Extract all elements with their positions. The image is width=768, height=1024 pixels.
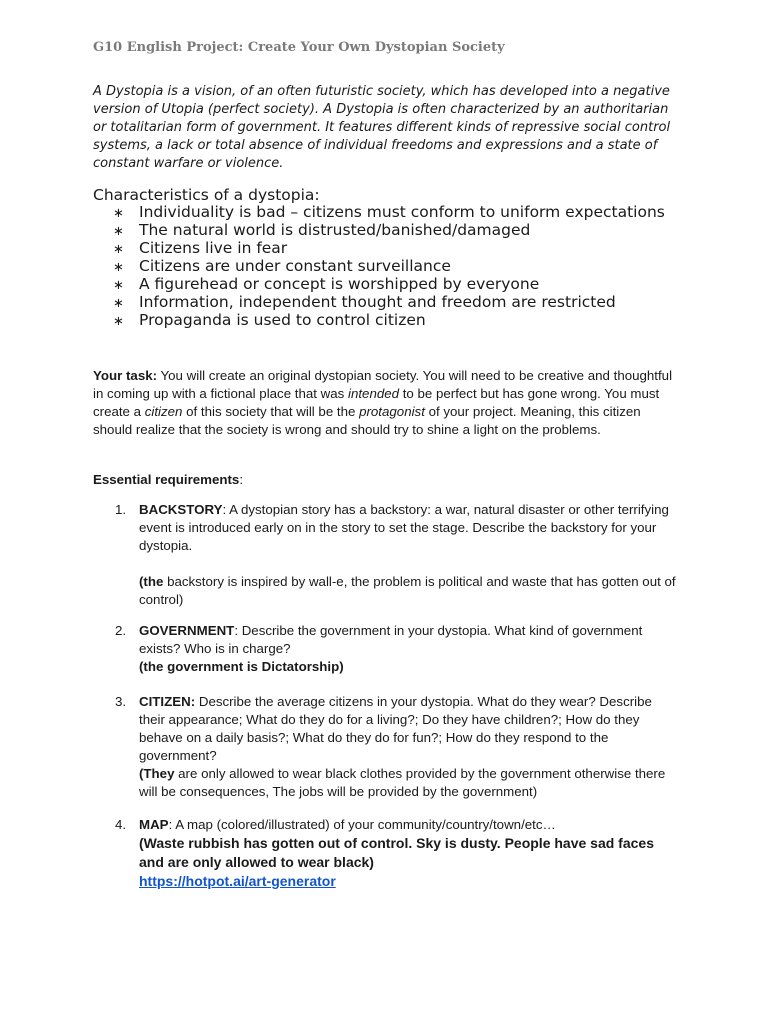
- essential-colon: :: [239, 472, 244, 487]
- list-item: [93, 222, 678, 240]
- asterisk-bullet-icon: ∗: [113, 314, 124, 329]
- requirement-text: Describe the average citizens in your dystopia. What do they wear? Describe their appearance; What do they do for a living?; Do they have children?; How do they behave on a daily basis?; What do they do for fun?; How do they respond to the government?: [139, 694, 652, 763]
- answer-text: are only allowed to wear black clothes provided by the government otherwise there will be consequences, The jobs will be provided by the government): [139, 766, 666, 799]
- characteristics-list: [93, 204, 678, 330]
- requirement-text: : A map (colored/illustrated) of your community/country/town/etc…: [168, 817, 556, 832]
- asterisk-bullet-icon: ∗: [113, 242, 124, 257]
- list-item: [93, 294, 678, 312]
- task-text: to be perfect but has gone wrong. You must create a: [93, 386, 660, 419]
- essential-requirements-heading: [93, 472, 678, 487]
- task-emphasis: intended: [348, 386, 400, 401]
- document-header: G10 English Project: Create Your Own Dystopian Society: [93, 40, 505, 55]
- task-label: Your task:: [93, 368, 158, 383]
- requirement-map: [93, 816, 678, 891]
- list-item: [93, 240, 678, 258]
- characteristics-section: [93, 187, 678, 330]
- task-text: of your project. Meaning, this citizen should realize that the society is wrong and should try to shine a light on the problems.: [93, 404, 641, 437]
- list-item-text: Information, independent thought and freedom are restricted: [139, 293, 616, 311]
- task-paragraph: [93, 367, 678, 439]
- requirement-text: : A dystopian story has a backstory: a war, natural disaster or other terrifying event is introduced early on in the story to set the stage. Describe the backstory for your dystopia.: [139, 502, 669, 553]
- requirement-citizen: [93, 693, 678, 801]
- task-text: of this society that will be the: [182, 404, 360, 419]
- asterisk-bullet-icon: ∗: [113, 278, 124, 293]
- requirement-description: [139, 622, 678, 658]
- list-item-text: Propaganda is used to control citizen: [139, 311, 426, 329]
- requirement-keyword: BACKSTORY: [139, 502, 223, 517]
- document-page: [93, 40, 678, 904]
- essential-title: Essential requirements: [93, 472, 240, 487]
- requirements-list: [93, 501, 678, 891]
- list-item-text: The natural world is distrusted/banished/damaged: [139, 221, 531, 239]
- requirement-description: [139, 501, 678, 555]
- list-item-text: Citizens are under constant surveillance: [139, 257, 451, 275]
- answer-bold-text: (the: [139, 574, 164, 589]
- list-item-text: A figurehead or concept is worshipped by everyone: [139, 275, 540, 293]
- requirement-text: : Describe the government in your dystopia. What kind of government exists? Who is in charge?: [139, 623, 643, 656]
- intro-paragraph: A Dystopia is a vision, of an often futuristic society, which has developed into a negative version of Utopia (perfect society). A Dystopia is often characterized by an authoritarian or totalitarian form of government. It features different kinds of repressive social control systems, a lack or total absence of individual freedoms and expressions and a state of constant warfare or violence.: [93, 84, 671, 171]
- requirement-number: 3.: [115, 694, 127, 709]
- art-generator-link[interactable]: https://hotpot.ai/art-generator: [139, 873, 336, 889]
- task-text: You will create an original dystopian society. You will need to be creative and thoughtful in coming up with a fictional place that was: [93, 368, 673, 401]
- student-answer: (Waste rubbish has gotten out of control. Sky is dusty. People have sad faces and are only allowed to wear black): [139, 835, 654, 870]
- requirement-keyword: CITIZEN:: [139, 694, 196, 709]
- list-item: [93, 312, 678, 330]
- list-item-text: Citizens live in fear: [139, 239, 288, 257]
- answer-text: backstory is inspired by wall-e, the problem is political and waste that has gotten out of control): [139, 574, 676, 607]
- characteristics-title: Characteristics of a dystopia:: [93, 186, 320, 204]
- task-emphasis: protagonist: [359, 404, 425, 419]
- requirement-description: [139, 693, 678, 765]
- requirement-number: 1.: [115, 502, 127, 517]
- student-answer: [139, 573, 678, 609]
- asterisk-bullet-icon: ∗: [113, 224, 124, 239]
- asterisk-bullet-icon: ∗: [113, 206, 124, 221]
- list-item-text: Individuality is bad – citizens must conform to uniform expectations: [139, 203, 665, 221]
- student-answer: [139, 765, 678, 801]
- list-item: [93, 258, 678, 276]
- requirement-keyword: MAP: [139, 817, 169, 832]
- asterisk-bullet-icon: ∗: [113, 296, 124, 311]
- requirement-backstory: [93, 501, 678, 609]
- student-answer: (the government is Dictatorship): [139, 659, 344, 674]
- requirement-description: [139, 816, 678, 834]
- list-item: [93, 276, 678, 294]
- requirement-government: [93, 622, 678, 676]
- requirement-number: 2.: [115, 623, 127, 638]
- requirement-number: 4.: [115, 817, 127, 832]
- asterisk-bullet-icon: ∗: [113, 260, 124, 275]
- requirement-keyword: GOVERNMENT: [139, 623, 235, 638]
- list-item: [93, 204, 678, 222]
- task-emphasis: citizen: [144, 404, 183, 419]
- answer-bold-text: (They: [139, 766, 175, 781]
